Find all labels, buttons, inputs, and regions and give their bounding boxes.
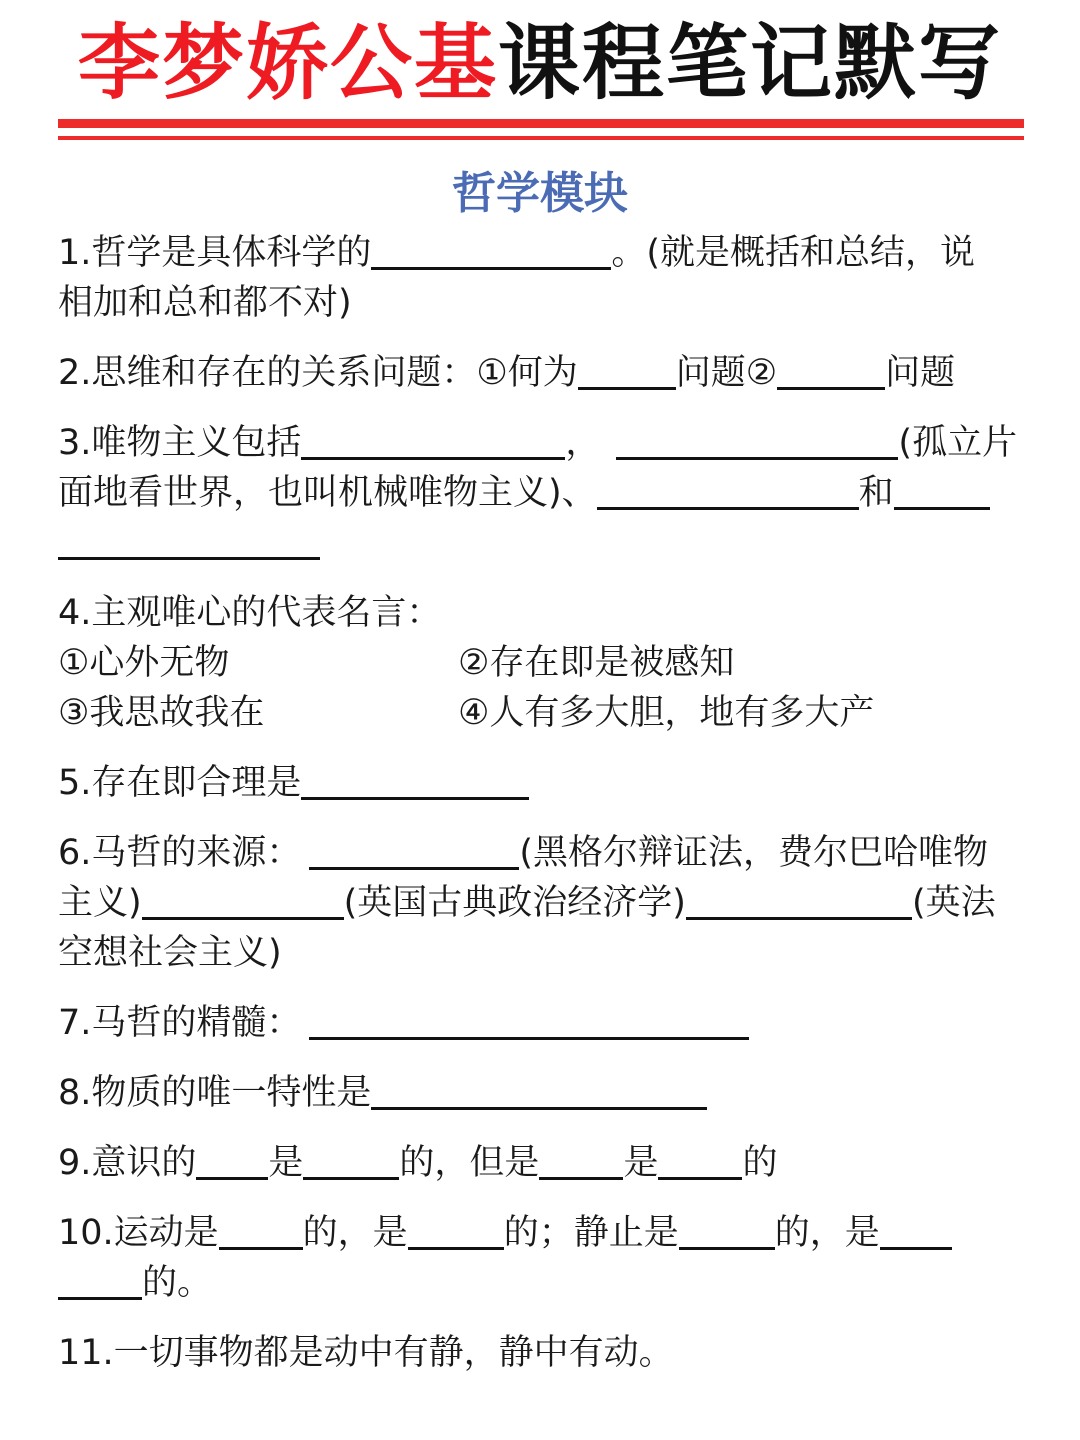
answer-blank[interactable] — [371, 1071, 707, 1110]
question-6-line-1: 6.马哲的来源： (黑格尔辩证法，费尔巴哈唯物 — [58, 833, 989, 873]
answer-blank[interactable] — [894, 471, 990, 510]
question-10-line-1: 10.运动是 的，是 的；静止是 的，是 — [58, 1208, 1024, 1258]
question-10-line-2: 的。 — [58, 1258, 1024, 1308]
option-4: ④人有多大胆，地有多大产 — [458, 693, 875, 733]
question-8: 8.物质的唯一特性是 — [58, 1068, 1024, 1118]
title-divider-thick — [58, 119, 1024, 128]
answer-blank[interactable] — [301, 761, 529, 800]
question-7: 7.马哲的精髓： — [58, 998, 1024, 1048]
title-red-part: 李梦娇公基 — [77, 16, 498, 111]
question-list — [58, 228, 1024, 1378]
answer-blank[interactable] — [309, 1001, 749, 1040]
question-6-line-3: 空想社会主义) — [58, 933, 282, 973]
question-6-line-2: 主义) (英国古典政治经济学) (英法 — [58, 883, 996, 923]
answer-blank[interactable] — [597, 471, 859, 510]
answer-blank[interactable] — [539, 1141, 623, 1180]
answer-blank[interactable] — [408, 1211, 504, 1250]
answer-blank[interactable] — [578, 351, 676, 390]
question-4-options-row-1 — [58, 638, 1024, 688]
page-title — [0, 14, 1080, 114]
question-9: 9.意识的 是 的，但是 是 的 — [58, 1143, 778, 1183]
question-2: 2.思维和存在的关系问题：①何为 问题② 问题 — [58, 353, 956, 393]
answer-blank[interactable] — [616, 421, 898, 460]
option-3: ③我思故我在 — [58, 693, 265, 733]
title-black-part: 课程笔记默写 — [498, 16, 1003, 111]
question-3-line-2: 面地看世界，也叫机械唯物主义)、 和 — [58, 468, 1024, 518]
question-3-line-3 — [58, 518, 1024, 568]
answer-blank[interactable] — [658, 1141, 742, 1180]
question-4-title: 4.主观唯心的代表名言： — [58, 593, 442, 633]
answer-blank[interactable] — [58, 1261, 142, 1300]
answer-blank[interactable] — [142, 881, 344, 920]
answer-blank[interactable] — [58, 521, 320, 560]
answer-blank[interactable] — [303, 1141, 399, 1180]
section-subtitle: 哲学模块 — [452, 168, 628, 219]
option-2: ②存在即是被感知 — [458, 643, 735, 683]
answer-blank[interactable] — [301, 421, 565, 460]
question-4-options-row-2 — [58, 688, 1024, 738]
answer-blank[interactable] — [880, 1211, 952, 1250]
answer-blank[interactable] — [309, 831, 519, 870]
question-1-line-1: 1.哲学是具体科学的 。(就是概括和总结，说 — [58, 233, 976, 273]
answer-blank[interactable] — [219, 1211, 303, 1250]
answer-blank[interactable] — [686, 881, 912, 920]
answer-blank[interactable] — [196, 1141, 268, 1180]
option-1: ①心外无物 — [58, 643, 230, 683]
answer-blank[interactable] — [679, 1211, 775, 1250]
title-divider-thin — [58, 136, 1024, 140]
question-11: 11.一切事物都是动中有静，静中有动。 — [58, 1333, 674, 1373]
question-5: 5.存在即合理是 — [58, 758, 1024, 808]
question-1-line-2: 相加和总和都不对) — [58, 283, 352, 323]
answer-blank[interactable] — [777, 351, 885, 390]
question-3-line-1: 3.唯物主义包括 ， (孤立片 — [58, 423, 1018, 463]
answer-blank[interactable] — [371, 231, 611, 270]
